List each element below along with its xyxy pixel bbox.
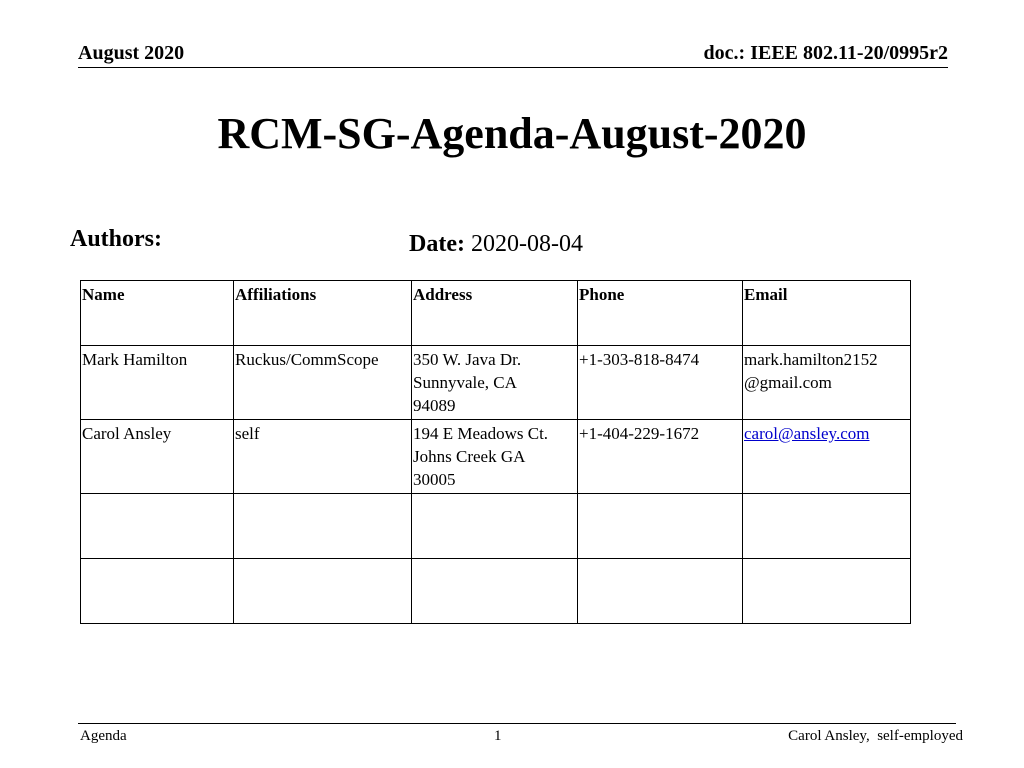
address-line: Johns Creek GA xyxy=(413,447,526,466)
footer-author: Carol Ansley, self-employed xyxy=(788,728,963,744)
footer-page-number: 1 xyxy=(494,728,502,744)
empty-cell xyxy=(234,494,412,559)
header-divider xyxy=(78,67,948,68)
address-line: 94089 xyxy=(413,396,456,415)
footer-divider xyxy=(78,723,956,724)
email-line: @gmail.com xyxy=(744,373,832,392)
email-link[interactable]: carol@ansley.com xyxy=(744,424,870,443)
header-date: August 2020 xyxy=(78,42,185,64)
column-header-affiliations: Affiliations xyxy=(234,281,412,346)
page-title: RCM-SG-Agenda-August-2020 xyxy=(217,109,807,158)
address-line: 350 W. Java Dr. xyxy=(413,350,522,369)
empty-cell xyxy=(412,494,578,559)
author-email xyxy=(743,420,911,494)
author-phone: +1-303-818-8474 xyxy=(578,346,743,420)
address-line: Sunnyvale, CA xyxy=(413,373,517,392)
empty-table-row xyxy=(81,559,911,624)
author-name: Mark Hamilton xyxy=(81,346,234,420)
empty-cell xyxy=(578,494,743,559)
empty-cell xyxy=(81,559,234,624)
empty-cell xyxy=(578,559,743,624)
empty-cell xyxy=(412,559,578,624)
date-line xyxy=(409,231,583,258)
table-header-row xyxy=(81,281,911,346)
empty-table-row xyxy=(81,494,911,559)
empty-cell xyxy=(743,494,911,559)
author-address xyxy=(412,420,578,494)
author-phone: +1-404-229-1672 xyxy=(578,420,743,494)
author-name: Carol Ansley xyxy=(81,420,234,494)
column-header-address: Address xyxy=(412,281,578,346)
author-affiliation: self xyxy=(234,420,412,494)
empty-cell xyxy=(743,559,911,624)
date-value: 2020-08-04 xyxy=(470,231,583,257)
address-line: 30005 xyxy=(413,470,456,489)
table-row xyxy=(81,420,911,494)
date-label: Date: xyxy=(409,231,465,257)
authors-table xyxy=(80,280,911,624)
empty-cell xyxy=(81,494,234,559)
authors-label: Authors: xyxy=(70,226,163,252)
column-header-phone: Phone xyxy=(578,281,743,346)
author-address xyxy=(412,346,578,420)
author-email xyxy=(743,346,911,420)
empty-cell xyxy=(234,559,412,624)
table-row xyxy=(81,346,911,420)
footer-section: Agenda xyxy=(80,728,127,744)
email-line: mark.hamilton2152 xyxy=(744,350,878,369)
address-line: 194 E Meadows Ct. xyxy=(413,424,549,443)
author-affiliation: Ruckus/CommScope xyxy=(234,346,412,420)
column-header-name: Name xyxy=(81,281,234,346)
column-header-email: Email xyxy=(743,281,911,346)
header-doc-id: doc.: IEEE 802.11-20/0995r2 xyxy=(703,42,948,64)
